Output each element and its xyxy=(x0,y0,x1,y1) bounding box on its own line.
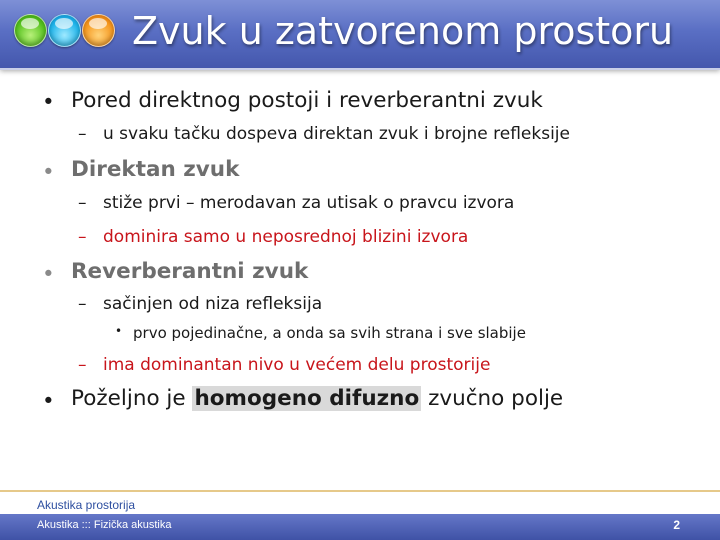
course-label: Akustika ::: Fizička akustika xyxy=(37,519,172,531)
bullet-small-dot: • xyxy=(115,324,123,338)
footer-divider xyxy=(0,490,720,492)
bullet-dot: • xyxy=(42,389,55,414)
bullet-item: Direktan zvuk xyxy=(71,157,240,182)
slide-title: Zvuk u zatvorenom prostoru xyxy=(132,9,674,53)
bullet-item xyxy=(71,386,563,411)
title-bar xyxy=(0,0,720,68)
bullet-dash: – xyxy=(78,227,87,247)
text-suffix: zvučno polje xyxy=(421,386,564,411)
text-prefix: Poželjno je xyxy=(71,386,193,411)
bullet-dot: • xyxy=(42,262,55,287)
sub-bullet-item: dominira samo u neposrednoj blizini izvora xyxy=(103,227,469,247)
bullet-dot: • xyxy=(42,90,55,115)
orange-orb-icon xyxy=(82,14,115,47)
blue-orb-icon xyxy=(48,14,81,47)
sub-sub-bullet-item: prvo pojedinačne, a onda sa svih strana i sve slabije xyxy=(133,324,526,342)
bullet-item: Reverberantni zvuk xyxy=(71,259,309,284)
bullet-dash: – xyxy=(78,193,87,213)
green-orb-icon xyxy=(14,14,47,47)
page-number: 2 xyxy=(673,518,680,532)
sub-bullet-item: ima dominantan nivo u većem delu prostorije xyxy=(103,355,491,375)
sub-bullet-item: stiže prvi – merodavan za utisak o pravcu izvora xyxy=(103,193,515,213)
sub-bullet-item: u svaku tačku dospeva direktan zvuk i brojne refleksije xyxy=(103,124,570,144)
bullet-item: Pored direktnog postoji i reverberantni zvuk xyxy=(71,88,543,113)
bullet-dash: – xyxy=(78,124,87,144)
sub-bullet-item: sačinjen od niza refleksija xyxy=(103,294,323,314)
bottom-bar xyxy=(0,514,720,540)
footer-subject: Akustika prostorija xyxy=(37,498,136,512)
bullet-dot: • xyxy=(42,160,55,185)
bullet-dash: – xyxy=(78,294,87,314)
highlighted-text: homogeno difuzno xyxy=(194,386,420,411)
bullet-dash: – xyxy=(78,355,87,375)
